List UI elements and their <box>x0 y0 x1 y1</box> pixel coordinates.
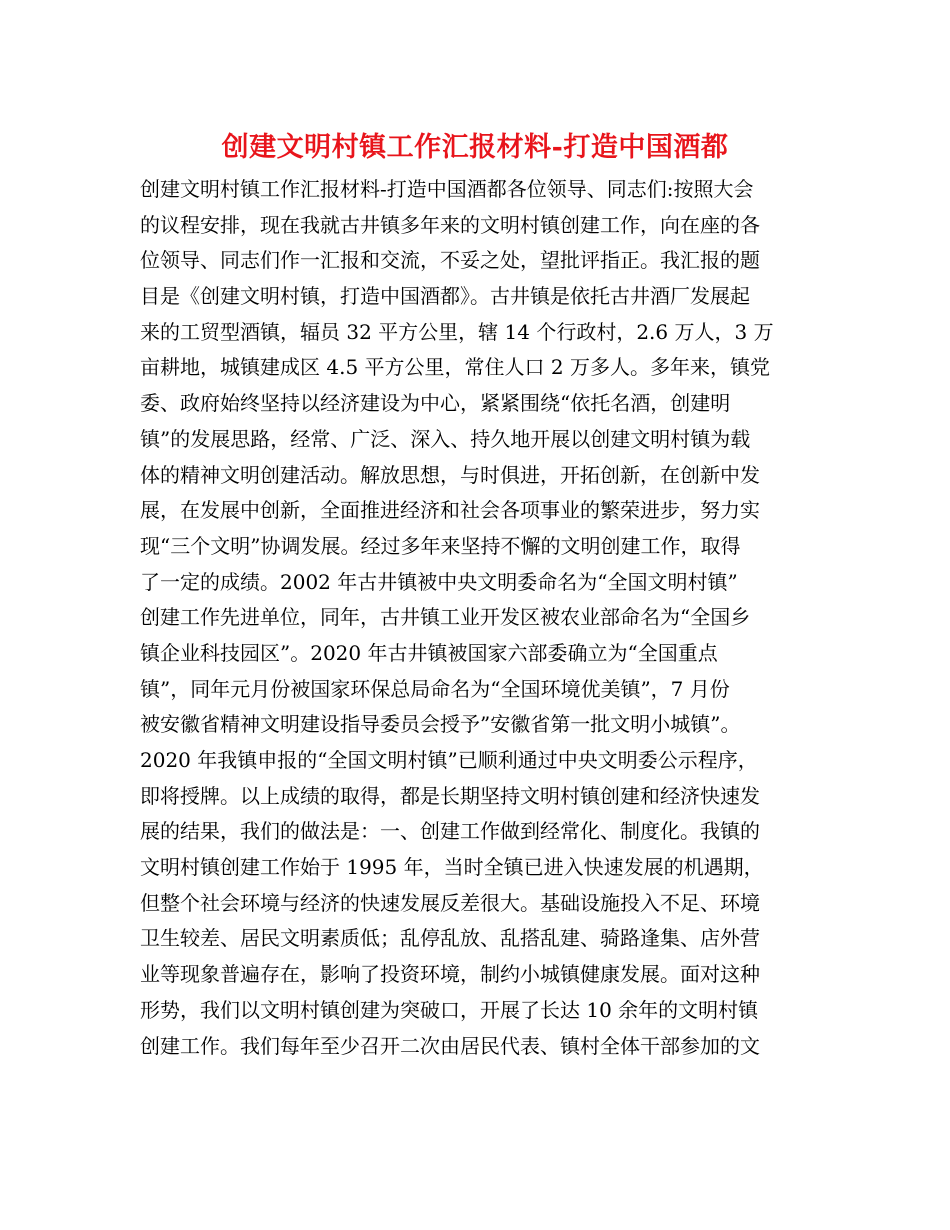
body-line: 文明村镇创建工作始于 1995 年，当时全镇已进入快速发展的机遇期， <box>140 855 764 880</box>
body-line: 创建工作。我们每年至少召开二次由居民代表、镇村全体干部参加的文 <box>140 1033 760 1058</box>
body-line: 镇企业科技园区”。2020 年古井镇被国家六部委确立为“全国重点 <box>140 640 718 665</box>
body-line: 镇”，同年元月份被国家环保总局命名为“全国环境优美镇”，7 月份 <box>140 676 730 701</box>
body-line: 展的结果，我们的做法是：一、创建工作做到经常化、制度化。我镇的 <box>140 819 760 844</box>
body-line: 目是《创建文明村镇，打造中国酒都》。古井镇是依托古井酒厂发展起 <box>140 284 750 309</box>
body-line: 位领导、同志们作一汇报和交流，不妥之处，望批评指正。我汇报的题 <box>140 248 760 273</box>
body-line: 2020 年我镇申报的“全国文明村镇”已顺利通过中央文明委公示程序， <box>140 748 758 772</box>
body-line: 形势，我们以文明村镇创建为突破口，开展了长达 10 余年的文明村镇 <box>140 997 759 1022</box>
body-line: 委、政府始终坚持以经济建设为中心，紧紧围绕“依托名酒，创建明 <box>140 391 731 416</box>
document-body <box>140 172 830 1064</box>
body-line: 卫生较差、居民文明素质低；乱停乱放、乱搭乱建、骑路逢集、店外营 <box>140 926 760 951</box>
body-line: 但整个社会环境与经济的快速发展反差很大。基础设施投入不足、环境 <box>140 890 760 915</box>
body-line: 了一定的成绩。2002 年古井镇被中央文明委命名为“全国文明村镇” <box>140 569 738 594</box>
document-title: 创建文明村镇工作汇报材料-打造中国酒都 <box>221 132 729 163</box>
body-line: 展，在发展中创新，全面推进经济和社会各项事业的繁荣进步，努力实 <box>140 498 760 523</box>
body-line: 被安徽省精神文明建设指导委员会授予”安徽省第一批文明小城镇”。 <box>140 712 741 737</box>
body-line: 业等现象普遍存在，影响了投资环境，制约小城镇健康发展。面对这种 <box>140 962 760 987</box>
body-line: 体的精神文明创建活动。解放思想，与时俱进，开拓创新，在创新中发 <box>140 462 760 487</box>
body-line: 现“三个文明”协调发展。经过多年来坚持不懈的文明创建工作，取得 <box>140 533 741 558</box>
body-line: 亩耕地，城镇建成区 4.5 平方公里，常住人口 2 万多人。多年来，镇党 <box>140 355 770 380</box>
body-line: 创建文明村镇工作汇报材料-打造中国酒都各位领导、同志们:按照大会 <box>140 177 754 201</box>
body-line: 创建工作先进单位，同年，古井镇工业开发区被农业部命名为“全国乡 <box>140 605 751 630</box>
body-line: 镇”的发展思路，经常、广泛、深入、持久地开展以创建文明村镇为载 <box>140 426 751 451</box>
body-line: 来的工贸型酒镇，辐员 32 平方公里，辖 14 个行政村，2.6 万人，3 万 <box>140 319 774 344</box>
body-line: 的议程安排，现在我就古井镇多年来的文明村镇创建工作，向在座的各 <box>140 212 760 237</box>
body-line: 即将授牌。以上成绩的取得，都是长期坚持文明村镇创建和经济快速发 <box>140 783 760 808</box>
